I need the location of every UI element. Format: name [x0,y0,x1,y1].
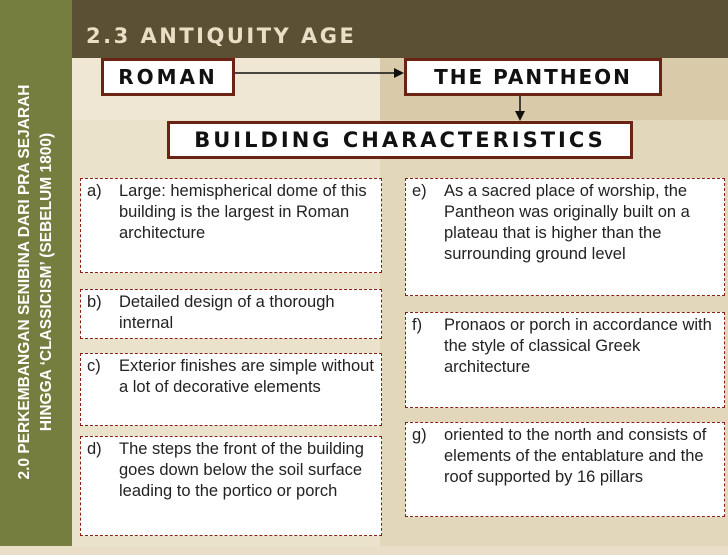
characteristic-item-f [405,312,725,408]
arrowhead-down [515,111,525,121]
item-text: Large: hemispherical dome of this building is the largest in Roman architecture [119,182,367,242]
item-marker: b) [87,293,102,311]
item-text: As a sacred place of worship, the Pantheon was originally built on a plateau that is higher than the surrounding ground level [444,182,690,263]
pantheon-box: THE PANTHEON [404,58,662,96]
item-marker: g) [412,426,427,444]
item-marker: a) [87,182,102,200]
characteristic-item-e [405,178,725,296]
item-text: Detailed design of a thorough internal [119,293,335,332]
item-marker: f) [412,316,423,334]
building-characteristics-box: BUILDING CHARACTERISTICS [167,121,633,159]
characteristic-item-a [80,178,382,273]
roman-box: ROMAN [101,58,235,96]
characteristic-item-d [80,436,382,536]
item-text: Exterior finishes are simple without a lot of decorative elements [119,357,374,396]
item-text: oriented to the north and consists of elements of the entablature and the roof supported by 16 pillars [444,426,707,486]
arrowhead-right [394,68,404,78]
item-text: The steps the front of the building goes down below the soil surface leading to the portico or porch [119,440,364,500]
item-marker: e) [412,182,427,200]
item-marker: c) [87,357,101,375]
item-marker: d) [87,440,102,458]
chapter-title-line-2: HINGGA ‘CLASSICISM’ (SEBELUM 1800) [38,132,55,432]
characteristic-item-g [405,422,725,517]
characteristic-item-b [80,289,382,339]
characteristic-item-c [80,353,382,426]
chapter-title-line-1: 2.0 PERKEMBANGAN SENIBINA DARI PRA SEJARAH [16,84,33,480]
item-text: Pronaos or porch in accordance with the style of classical Greek architecture [444,316,712,376]
section-title: 2.3 ANTIQUITY AGE [86,24,357,48]
